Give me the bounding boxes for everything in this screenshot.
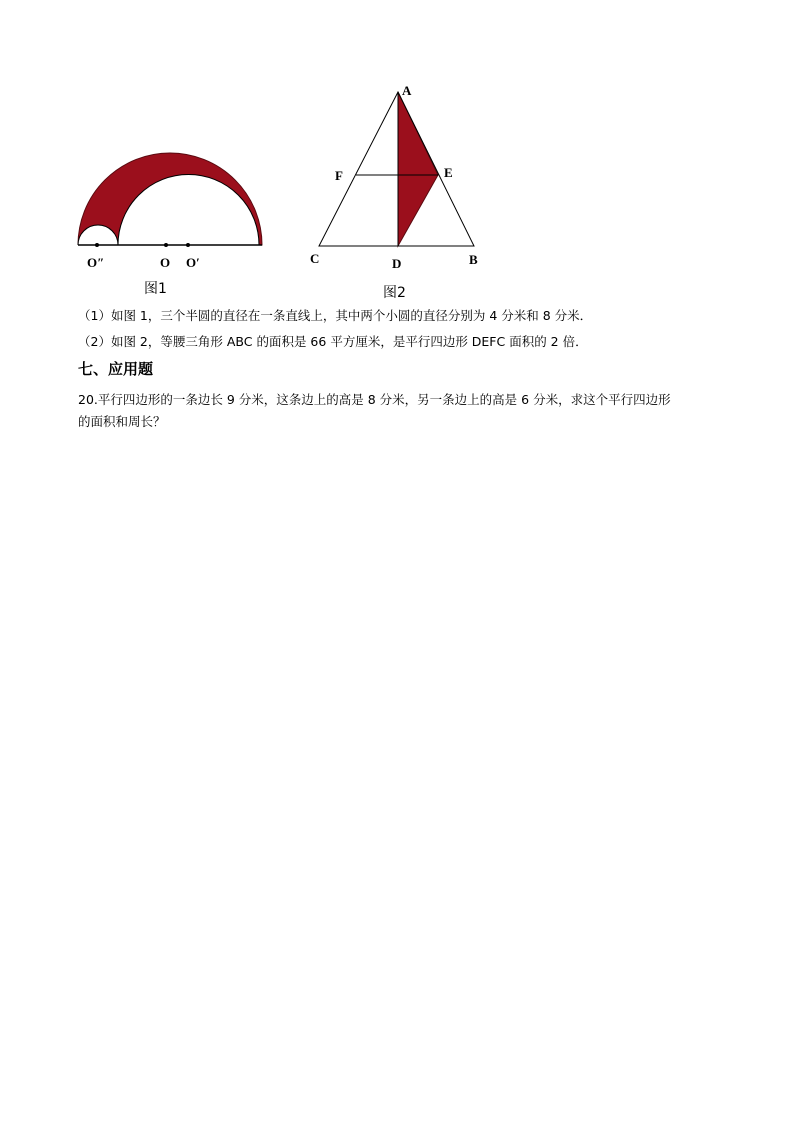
figure-2-label-e: E [444, 165, 453, 180]
figure-1-label-o: O [160, 255, 171, 270]
question-20-line-2: 的面积和周长？ [78, 414, 166, 429]
figure-2-caption: 图2 [383, 285, 406, 301]
question-20-line-1: 20.平行四边形的一条边长 9 分米，这条边上的高是 8 分米，另一条边上的高是 6 分米，求这个平行四边形 [78, 392, 671, 407]
figure-2-label-d: D [392, 256, 402, 271]
figure-2-label-a: A [402, 83, 412, 98]
figure-1-label-o-prime: O′ [186, 255, 200, 270]
figure-2-label-f: F [335, 168, 343, 183]
note-figure-2: （2）如图 2，等腰三角形 ABC 的面积是 66 平方厘米，是平行四边形 DEFC 面积的 2 倍． [78, 334, 588, 349]
figure-2-shaded-region [398, 92, 438, 246]
figure-2-label-c: C [310, 251, 320, 266]
figure-1-caption: 图1 [144, 281, 167, 297]
figure-2-label-b: B [469, 252, 478, 267]
figure-1-label-o-double-prime: O″ [87, 255, 105, 270]
note-figure-1: （1）如图 1，三个半圆的直径在一条直线上，其中两个小圆的直径分别为 4 分米和 8 分米． [78, 308, 593, 323]
section-title: 七、应用题 [78, 360, 154, 378]
